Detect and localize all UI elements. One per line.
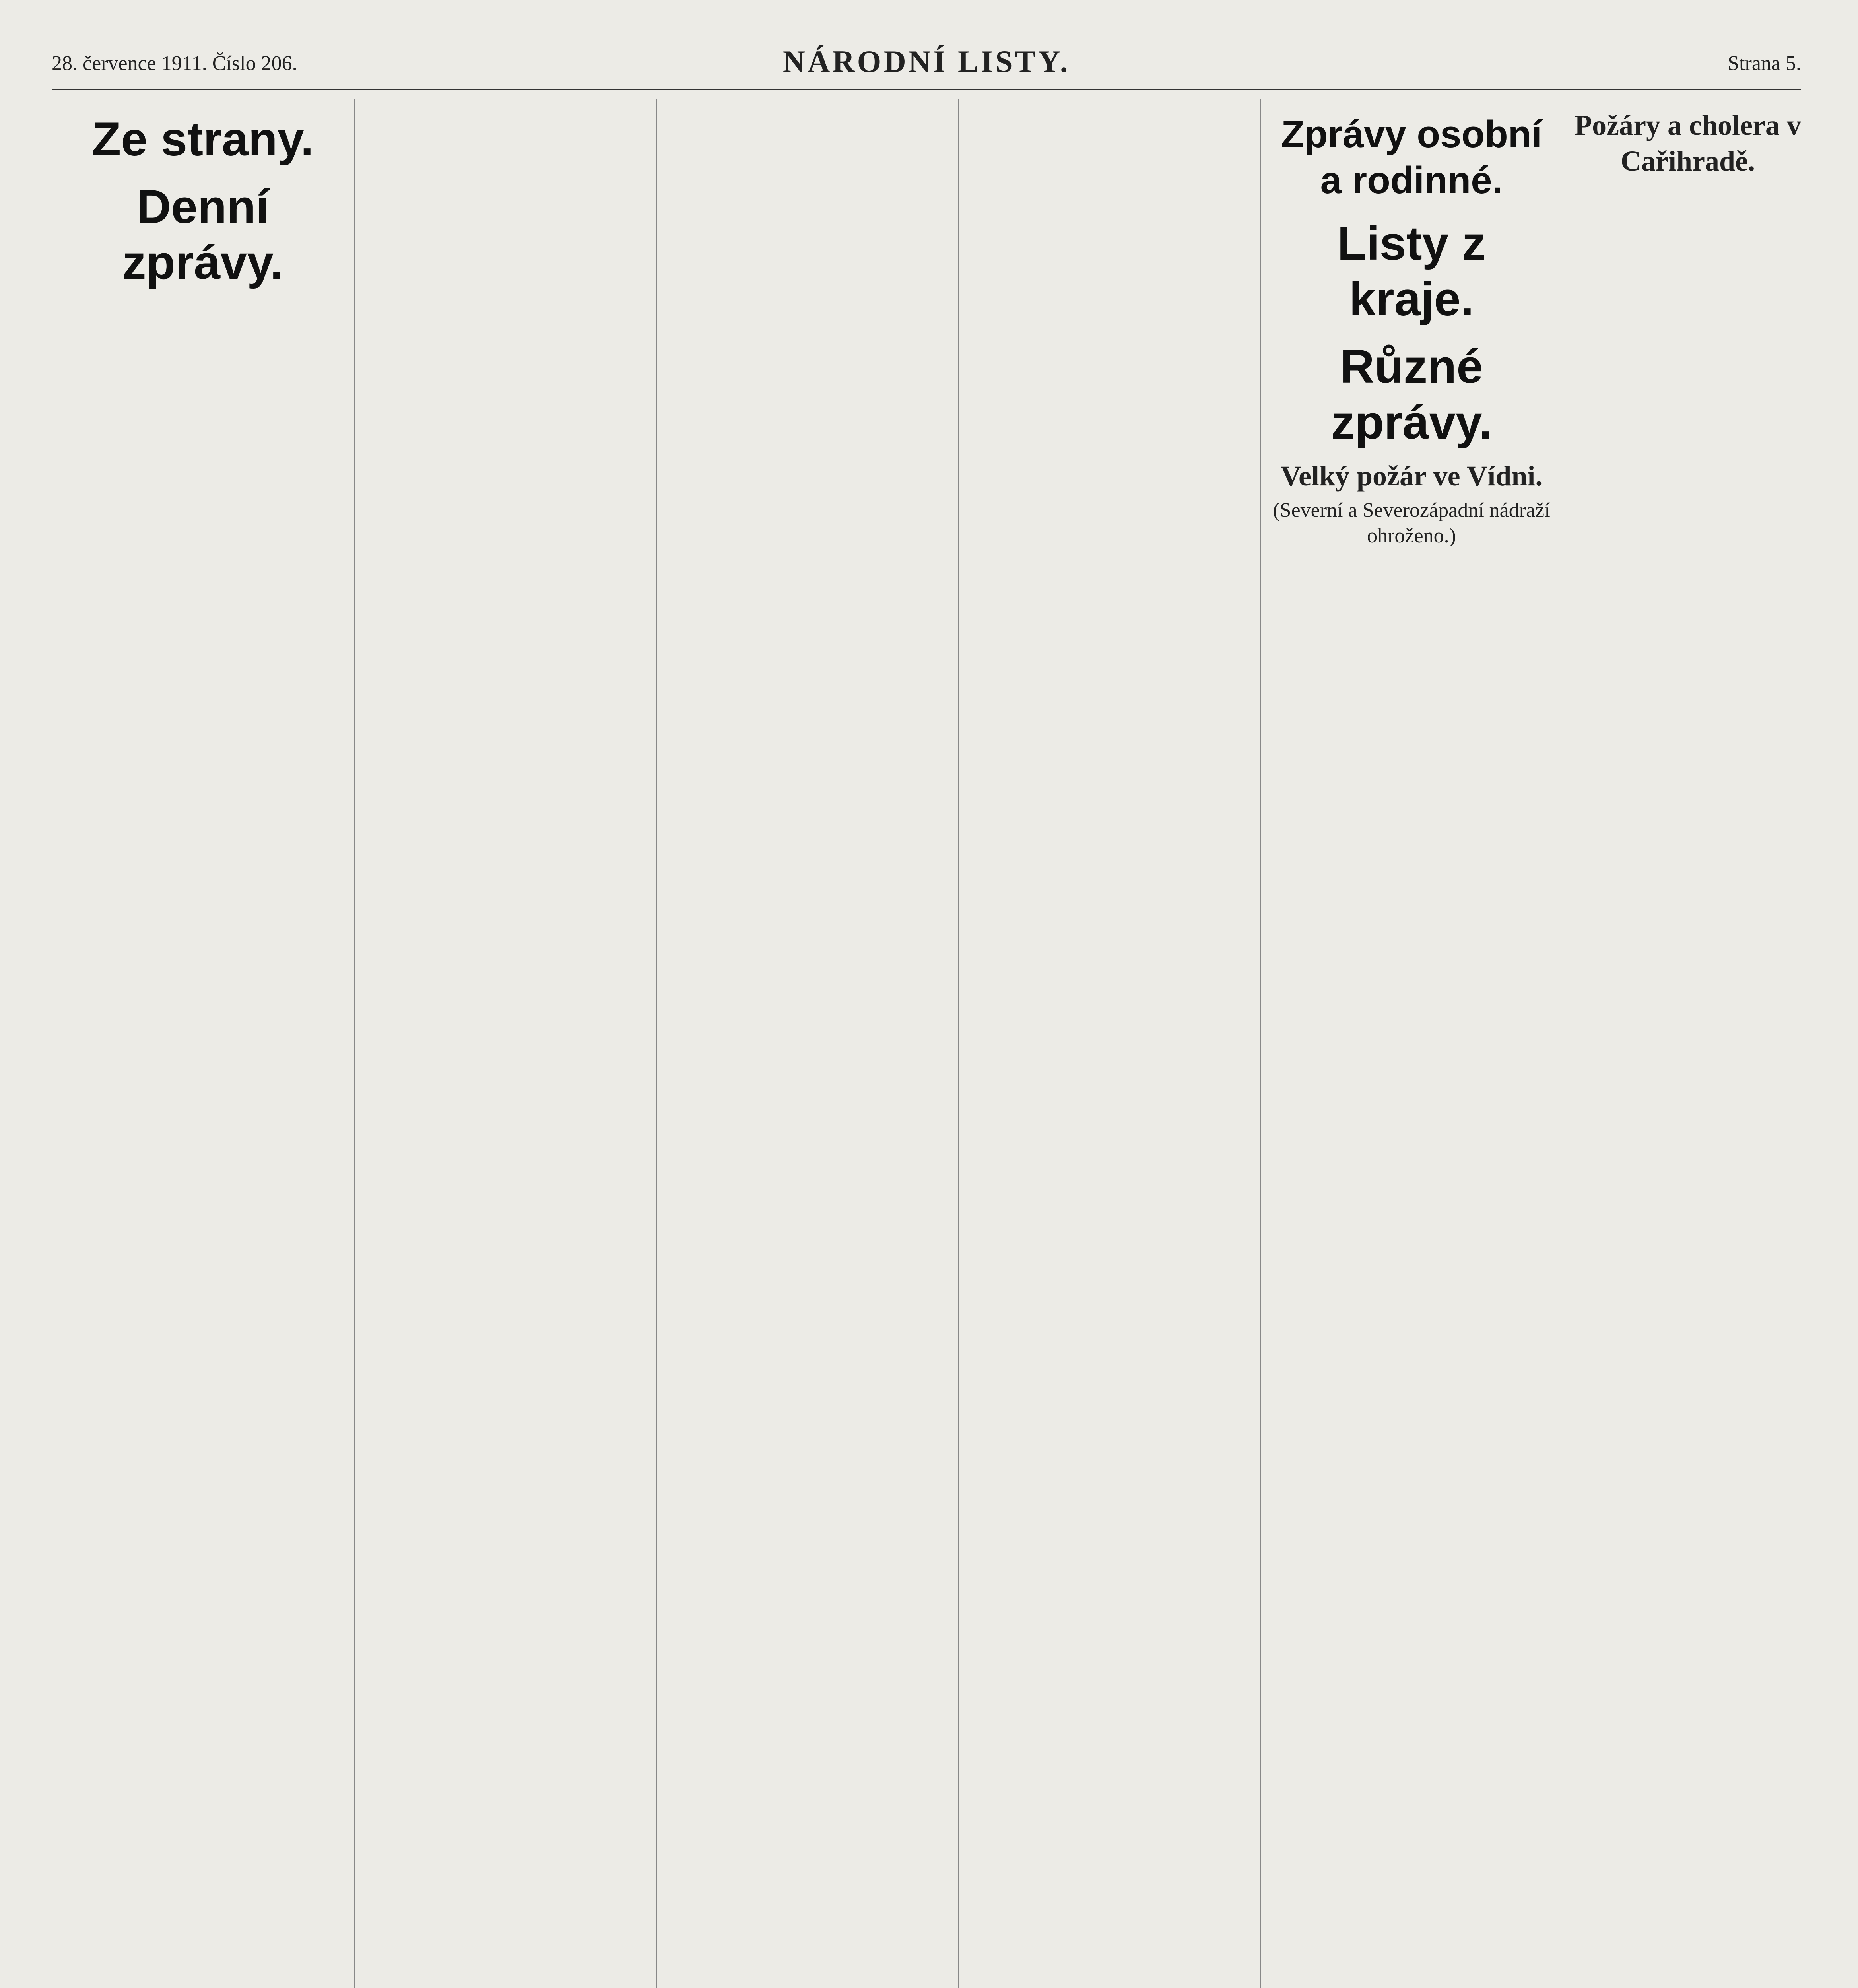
article-heading-velky-pozar: Velký požár ve Vídni.	[1280, 460, 1543, 492]
column-divider	[958, 99, 959, 1988]
page-number: Strana 5.	[1728, 52, 1801, 75]
issue-date: 28. července 1911. Číslo 206.	[52, 52, 297, 75]
column-1	[60, 99, 346, 1988]
section-heading-denni-zpravy: Denní zprávy.	[122, 180, 283, 289]
column-divider	[354, 99, 355, 1988]
column-divider	[656, 99, 657, 1988]
section-heading-listy-z-kraje: Listy z kraje.	[1337, 217, 1486, 326]
column-4	[966, 99, 1252, 1988]
section-heading-ruzne-zpravy: Různé zprávy.	[1331, 340, 1492, 449]
column-5	[1268, 99, 1555, 1988]
column-6	[1571, 99, 1805, 1988]
section-heading-ze-strany: Ze strany.	[92, 113, 314, 166]
newspaper-title: NÁRODNÍ LISTY.	[782, 44, 1070, 79]
column-3	[664, 99, 950, 1988]
article-subheading: (Severní a Severozápadní nádraží ohroženo.)	[1273, 499, 1550, 547]
column-2	[362, 99, 648, 1988]
masthead	[52, 44, 1801, 80]
article-heading-pozary-cholera: Požáry a cholera v Cařihradě.	[1575, 109, 1801, 177]
header-rule	[52, 89, 1801, 91]
section-heading-zpravy-osobni: Zprávy osobní a rodinné.	[1281, 113, 1542, 202]
column-divider	[1260, 99, 1261, 1988]
